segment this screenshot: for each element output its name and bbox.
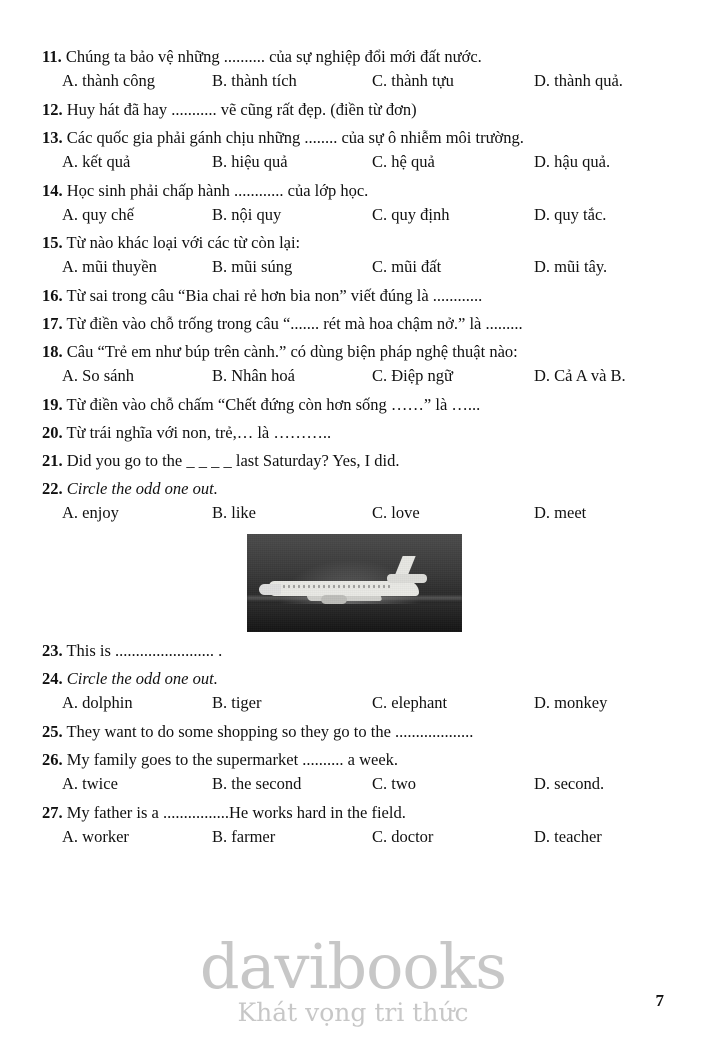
watermark (0, 930, 706, 1027)
option-c[interactable]: C. quy định (372, 204, 450, 224)
question-item (42, 99, 666, 120)
question-item (42, 127, 666, 173)
question-line (42, 450, 666, 471)
question-item (42, 180, 666, 226)
question-text: Huy hát đã hay ........... vẽ cũng rất đẹp. (điền từ đơn) (66, 99, 417, 119)
option-c[interactable]: C. two (372, 774, 417, 794)
option-row (42, 774, 666, 795)
option-c[interactable]: C. thành tựu (372, 71, 454, 91)
page-number: 7 (655, 991, 664, 1010)
question-text: Circle the odd one out. (66, 669, 218, 689)
question-item (42, 668, 666, 714)
option-a[interactable]: A. So sánh (62, 366, 134, 386)
question-text: Chúng ta bảo vệ những .......... của sự nghiệp đổi mới đất nước. (65, 47, 482, 66)
option-b[interactable]: B. nội quy (212, 204, 282, 224)
question-line (42, 394, 666, 415)
question-line (42, 640, 666, 661)
question-number: 27. (42, 802, 63, 822)
question-number: 19. (42, 395, 63, 414)
option-row (42, 152, 666, 173)
question-text: My family goes to the supermarket .......... a week. (66, 750, 399, 770)
question-text: This is ........................ . (66, 641, 223, 661)
option-row (42, 827, 666, 848)
question-line (42, 127, 666, 148)
image-grain-overlay (247, 534, 462, 632)
question-text: My father is a ................He works hard in the field. (66, 802, 406, 822)
option-c[interactable]: C. mũi đất (372, 257, 442, 277)
question-line (42, 422, 666, 443)
question-number: 26. (42, 750, 63, 770)
question-item (42, 313, 666, 334)
option-c[interactable]: C. elephant (372, 693, 448, 713)
question-line (42, 232, 666, 253)
question-number: 14. (42, 180, 63, 200)
option-b[interactable]: B. hiệu quả (212, 151, 288, 171)
question-number: 21. (42, 451, 63, 471)
question-text: Did you go to the _ _ _ _ last Saturday? Yes, I did. (66, 451, 400, 471)
question-text: They want to do some shopping so they go to the ................... (66, 721, 474, 741)
option-row (42, 503, 666, 524)
question-text: Từ điền vào chỗ trống trong câu “....... rét mà hoa chậm nở.” là ......... (66, 314, 523, 334)
option-a[interactable]: A. thành công (62, 71, 156, 91)
option-a[interactable]: A. kết quả (62, 151, 131, 171)
question-item (42, 341, 666, 387)
option-d[interactable]: D. monkey (534, 693, 608, 713)
question-text: Circle the odd one out. (66, 479, 218, 499)
option-c[interactable]: C. love (372, 503, 420, 523)
question-line (42, 802, 666, 823)
option-b[interactable]: B. thành tích (212, 71, 297, 91)
question-text: Học sinh phải chấp hành ............ của lớp học. (66, 180, 369, 200)
option-c[interactable]: C. doctor (372, 826, 434, 846)
watermark-brand: davibooks (199, 930, 507, 1003)
question-line (42, 99, 666, 120)
question-number: 24. (42, 669, 63, 689)
question-number: 16. (42, 286, 63, 306)
option-d[interactable]: D. Cả A và B. (534, 366, 626, 386)
option-a[interactable]: A. quy chế (62, 204, 134, 224)
option-b[interactable]: B. farmer (212, 826, 276, 846)
question-item (42, 749, 666, 795)
option-d[interactable]: D. second. (534, 774, 605, 794)
question-number: 25. (42, 721, 63, 741)
question-item (42, 422, 666, 443)
question-number: 22. (42, 479, 63, 499)
question-line (42, 46, 666, 67)
option-a[interactable]: A. dolphin (62, 693, 133, 713)
option-row (42, 366, 666, 387)
question-text: Từ điền vào chỗ chấm “Chết đứng còn hơn sống ……” là …... (66, 395, 481, 414)
option-b[interactable]: B. tiger (212, 693, 262, 713)
question-line (42, 180, 666, 201)
option-a[interactable]: A. worker (62, 826, 129, 846)
question-item (42, 46, 666, 92)
option-row (42, 693, 666, 714)
question-line (42, 285, 666, 306)
option-d[interactable]: D. meet (534, 503, 587, 523)
question-number: 23. (42, 641, 63, 661)
question-line (42, 721, 666, 742)
watermark-tagline: Khát vọng tri thức (237, 998, 469, 1027)
option-d[interactable]: D. teacher (534, 826, 602, 846)
question-number: 13. (42, 127, 63, 147)
question-line (42, 313, 666, 334)
option-row (42, 71, 666, 92)
question-number: 15. (42, 233, 63, 253)
question-text: Từ trái nghĩa với non, trẻ,… là ……….. (66, 423, 332, 443)
option-b[interactable]: B. mũi súng (212, 257, 293, 277)
question-item (42, 394, 666, 415)
question-number: 11. (42, 47, 62, 66)
question-item (42, 285, 666, 306)
figure-container (42, 534, 666, 632)
question-item (42, 450, 666, 471)
option-d[interactable]: D. hậu quả. (534, 151, 611, 171)
question-text: Các quốc gia phải gánh chịu những ........ của sự ô nhiễm môi trường. (66, 127, 524, 147)
question-item (42, 640, 666, 661)
option-a[interactable]: A. enjoy (62, 503, 119, 523)
question-item (42, 232, 666, 278)
option-b[interactable]: B. the second (212, 774, 302, 794)
question-text: Từ sai trong câu “Bia chai rẻ hơn bia non” viết đúng là ............ (66, 286, 483, 306)
option-row (42, 205, 666, 226)
airplane-image (247, 534, 462, 632)
option-c[interactable]: C. hệ quả (372, 151, 435, 171)
question-item (42, 478, 666, 524)
option-b[interactable]: B. Nhân hoá (212, 366, 295, 386)
option-d[interactable]: D. quy tắc. (534, 204, 607, 224)
option-c[interactable]: C. Điệp ngữ (372, 366, 453, 386)
question-item (42, 802, 666, 848)
option-a[interactable]: A. twice (62, 774, 118, 794)
question-number: 12. (42, 99, 63, 119)
option-d[interactable]: D. thành quả. (534, 71, 623, 91)
question-line (42, 478, 666, 499)
question-text: Câu “Trẻ em như búp trên cành.” có dùng biện pháp nghệ thuật nào: (66, 342, 518, 362)
question-text: Từ nào khác loại với các từ còn lại: (66, 233, 301, 253)
question-number: 18. (42, 342, 63, 362)
question-line (42, 668, 666, 689)
question-item (42, 721, 666, 742)
option-row (42, 257, 666, 278)
question-number: 17. (42, 314, 63, 334)
option-a[interactable]: A. mũi thuyền (62, 257, 157, 277)
question-line (42, 341, 666, 362)
option-d[interactable]: D. mũi tây. (534, 257, 608, 277)
question-line (42, 749, 666, 770)
option-b[interactable]: B. like (212, 503, 256, 523)
question-number: 20. (42, 423, 63, 443)
